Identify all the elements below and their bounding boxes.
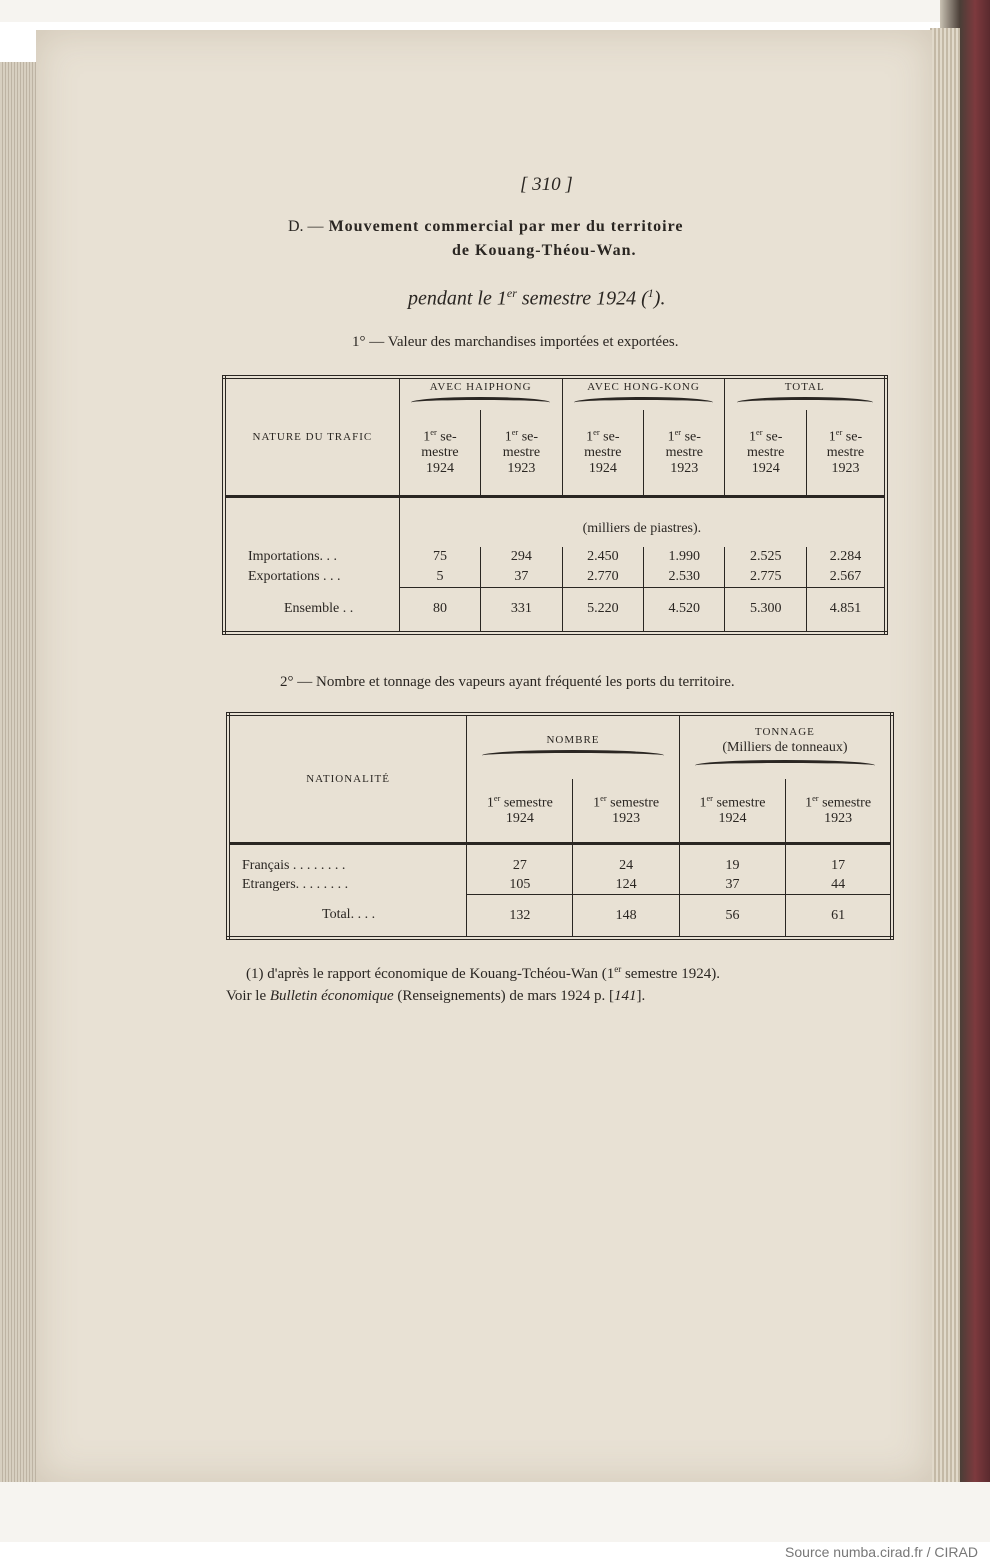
col-line1: se- — [440, 429, 457, 445]
header-nature-trafic: NATURE DU TRAFIC — [224, 377, 399, 496]
col-header — [481, 410, 562, 496]
cell: 2.525 — [725, 547, 806, 567]
col-sup: er — [511, 427, 519, 437]
col-line2: mestre — [584, 445, 622, 461]
col-line2: mestre — [826, 445, 865, 461]
heading-text-1: Mouvement commercial par mer du territoire — [328, 218, 684, 235]
cell: 331 — [481, 587, 562, 633]
col-header — [562, 410, 643, 496]
subtitle-text-a: pendant le 1 — [408, 287, 507, 310]
col-sup: er — [835, 427, 843, 437]
col-sup: er — [593, 427, 600, 437]
col-sup: er — [706, 793, 713, 803]
row-label-total: Total. . . . — [322, 907, 376, 923]
section-2-title: 2° — Nombre et tonnage des vapeurs ayant fréquenté les ports du territoire. — [280, 674, 735, 690]
col-header — [573, 779, 679, 844]
empty-cell — [224, 496, 399, 546]
cell: 2.770 — [562, 567, 643, 587]
col-header — [786, 779, 892, 844]
footnote-text: semestre 1924). — [621, 966, 720, 982]
col-line1: se- — [603, 429, 620, 445]
col-header — [725, 410, 806, 496]
header-nationalite: NATIONALITÉ — [228, 714, 467, 844]
col-pre: 1 — [805, 795, 813, 811]
cell: 61 — [786, 895, 892, 938]
heading-line-1 — [288, 218, 684, 236]
col-pre: 1 — [486, 795, 494, 811]
cell: 2.567 — [806, 567, 886, 587]
col-pre: 1 — [586, 429, 594, 445]
cell: 5 — [399, 567, 480, 587]
col-sup: er — [600, 793, 607, 803]
col-sup: er — [493, 793, 501, 803]
col-line2: mestre — [421, 445, 459, 461]
header-group-hongkong — [562, 377, 725, 410]
col-pre: 1 — [504, 429, 512, 445]
subtitle — [408, 286, 665, 311]
footnote-ref: 141 — [613, 988, 637, 1004]
footnote-text: (1) d'après le rapport économique de Kouang-Tchéou-Wan (1 — [246, 966, 615, 982]
col-pre: 1 — [667, 429, 675, 445]
cell: 24 — [573, 844, 679, 876]
cell: 56 — [679, 895, 785, 938]
col-year: 1924 — [505, 811, 534, 827]
cell: 132 — [467, 895, 573, 938]
page-number: [ 310 ] — [520, 174, 573, 195]
cell: 37 — [679, 875, 785, 894]
cell: 75 — [399, 547, 480, 567]
cell: 37 — [481, 567, 562, 587]
table-steamers — [226, 712, 894, 940]
group-label: TOTAL — [784, 380, 825, 393]
subtitle-sup: er — [506, 286, 517, 300]
col-year: 1923 — [612, 811, 641, 827]
col-pre: 1 — [593, 795, 601, 811]
col-text: semestre — [712, 795, 766, 811]
col-year: 1924 — [588, 461, 617, 477]
col-header — [806, 410, 886, 496]
cell: 5.300 — [725, 587, 806, 633]
header-group-haiphong — [399, 377, 562, 410]
col-pre: 1 — [699, 795, 707, 811]
col-header — [467, 779, 573, 844]
row-label: Importations. . . — [248, 548, 338, 564]
col-text: semestre — [500, 795, 553, 811]
heading-line-2: de Kouang-Théou-Wan. — [452, 242, 637, 259]
section-1-title: 1° — Valeur des marchandises importées et exportées. — [352, 334, 679, 350]
cell: 294 — [481, 547, 562, 567]
cell: 2.530 — [644, 567, 725, 587]
footnote-text: Voir le — [226, 988, 270, 1004]
subtitle-text-b: semestre 1924 ( — [516, 287, 648, 310]
col-line1: se- — [521, 429, 539, 445]
col-line1: se- — [845, 429, 863, 445]
group-label: NOMBRE — [546, 733, 600, 746]
cell: 27 — [467, 844, 573, 876]
cell: 124 — [573, 875, 679, 894]
col-sup: er — [812, 793, 819, 803]
footnote-line-2 — [226, 988, 645, 1005]
group-label: AVEC HONG-KONG — [587, 380, 700, 393]
cell: 1.990 — [644, 547, 725, 567]
cell: 4.520 — [644, 587, 725, 633]
cell: 148 — [573, 895, 679, 938]
col-header — [679, 779, 785, 844]
heading-lead: D. — — [288, 218, 324, 235]
col-pre: 1 — [828, 429, 836, 445]
col-line2: mestre — [665, 445, 703, 461]
cell: 5.220 — [562, 587, 643, 633]
cell: 4.851 — [806, 587, 886, 633]
col-year: 1924 — [751, 461, 780, 477]
cell: 80 — [399, 587, 480, 633]
group-label: TONNAGE — [754, 725, 815, 738]
table-trade-values — [222, 375, 888, 635]
group-label: AVEC HAIPHONG — [429, 380, 532, 393]
page-edges-right — [930, 28, 960, 1483]
col-header — [644, 410, 725, 496]
cell: 2.775 — [725, 567, 806, 587]
col-year: 1924 — [718, 811, 747, 827]
col-year: 1923 — [507, 461, 536, 477]
header-group-tonnage — [679, 714, 892, 779]
group-sublabel: (Milliers de tonneaux) — [722, 739, 848, 755]
col-sup: er — [756, 427, 763, 437]
footnote-line-1 — [246, 964, 720, 983]
footnote-text: ]. — [636, 988, 646, 1004]
row-label: Français . . . . . . . . — [242, 858, 346, 874]
col-line2: mestre — [502, 445, 541, 461]
cell: 105 — [467, 875, 573, 894]
col-year: 1923 — [670, 461, 699, 477]
subtitle-note-ref: 1 — [647, 286, 654, 300]
col-year: 1924 — [425, 461, 454, 477]
col-pre: 1 — [749, 429, 757, 445]
cell: 17 — [786, 844, 892, 876]
header-group-nombre — [467, 714, 680, 779]
col-year: 1923 — [831, 461, 860, 477]
source-credit: Source numba.cirad.fr / CIRAD — [785, 1544, 978, 1560]
cell: 44 — [786, 875, 892, 894]
col-text: semestre — [606, 795, 660, 811]
col-sup: er — [430, 427, 437, 437]
unit-note: (milliers de piastres). — [399, 496, 886, 546]
col-year: 1923 — [824, 811, 853, 827]
footnote-italic: Bulletin économique — [269, 988, 394, 1004]
scan-bottom-margin — [0, 1482, 990, 1542]
header-group-total — [725, 377, 886, 410]
cell: 19 — [679, 844, 785, 876]
cell: 2.450 — [562, 547, 643, 567]
cell: 2.284 — [806, 547, 886, 567]
row-label-total: Ensemble . . — [284, 601, 354, 617]
col-pre: 1 — [423, 429, 431, 445]
col-line2: mestre — [747, 445, 785, 461]
row-label: Exportations . . . — [248, 569, 341, 585]
page-edges-left — [0, 62, 38, 1482]
col-text: semestre — [818, 795, 872, 811]
col-header — [399, 410, 480, 496]
row-label: Etrangers. . . . . . . . — [242, 877, 349, 893]
scan-top-margin — [0, 0, 990, 22]
col-sup: er — [674, 427, 682, 437]
footnote-sup: er — [614, 964, 622, 974]
col-line1: se- — [766, 429, 783, 445]
subtitle-text-c: ). — [653, 287, 666, 310]
col-line1: se- — [684, 429, 701, 445]
footnote-text: (Renseignements) de mars 1924 p. [ — [393, 988, 614, 1004]
